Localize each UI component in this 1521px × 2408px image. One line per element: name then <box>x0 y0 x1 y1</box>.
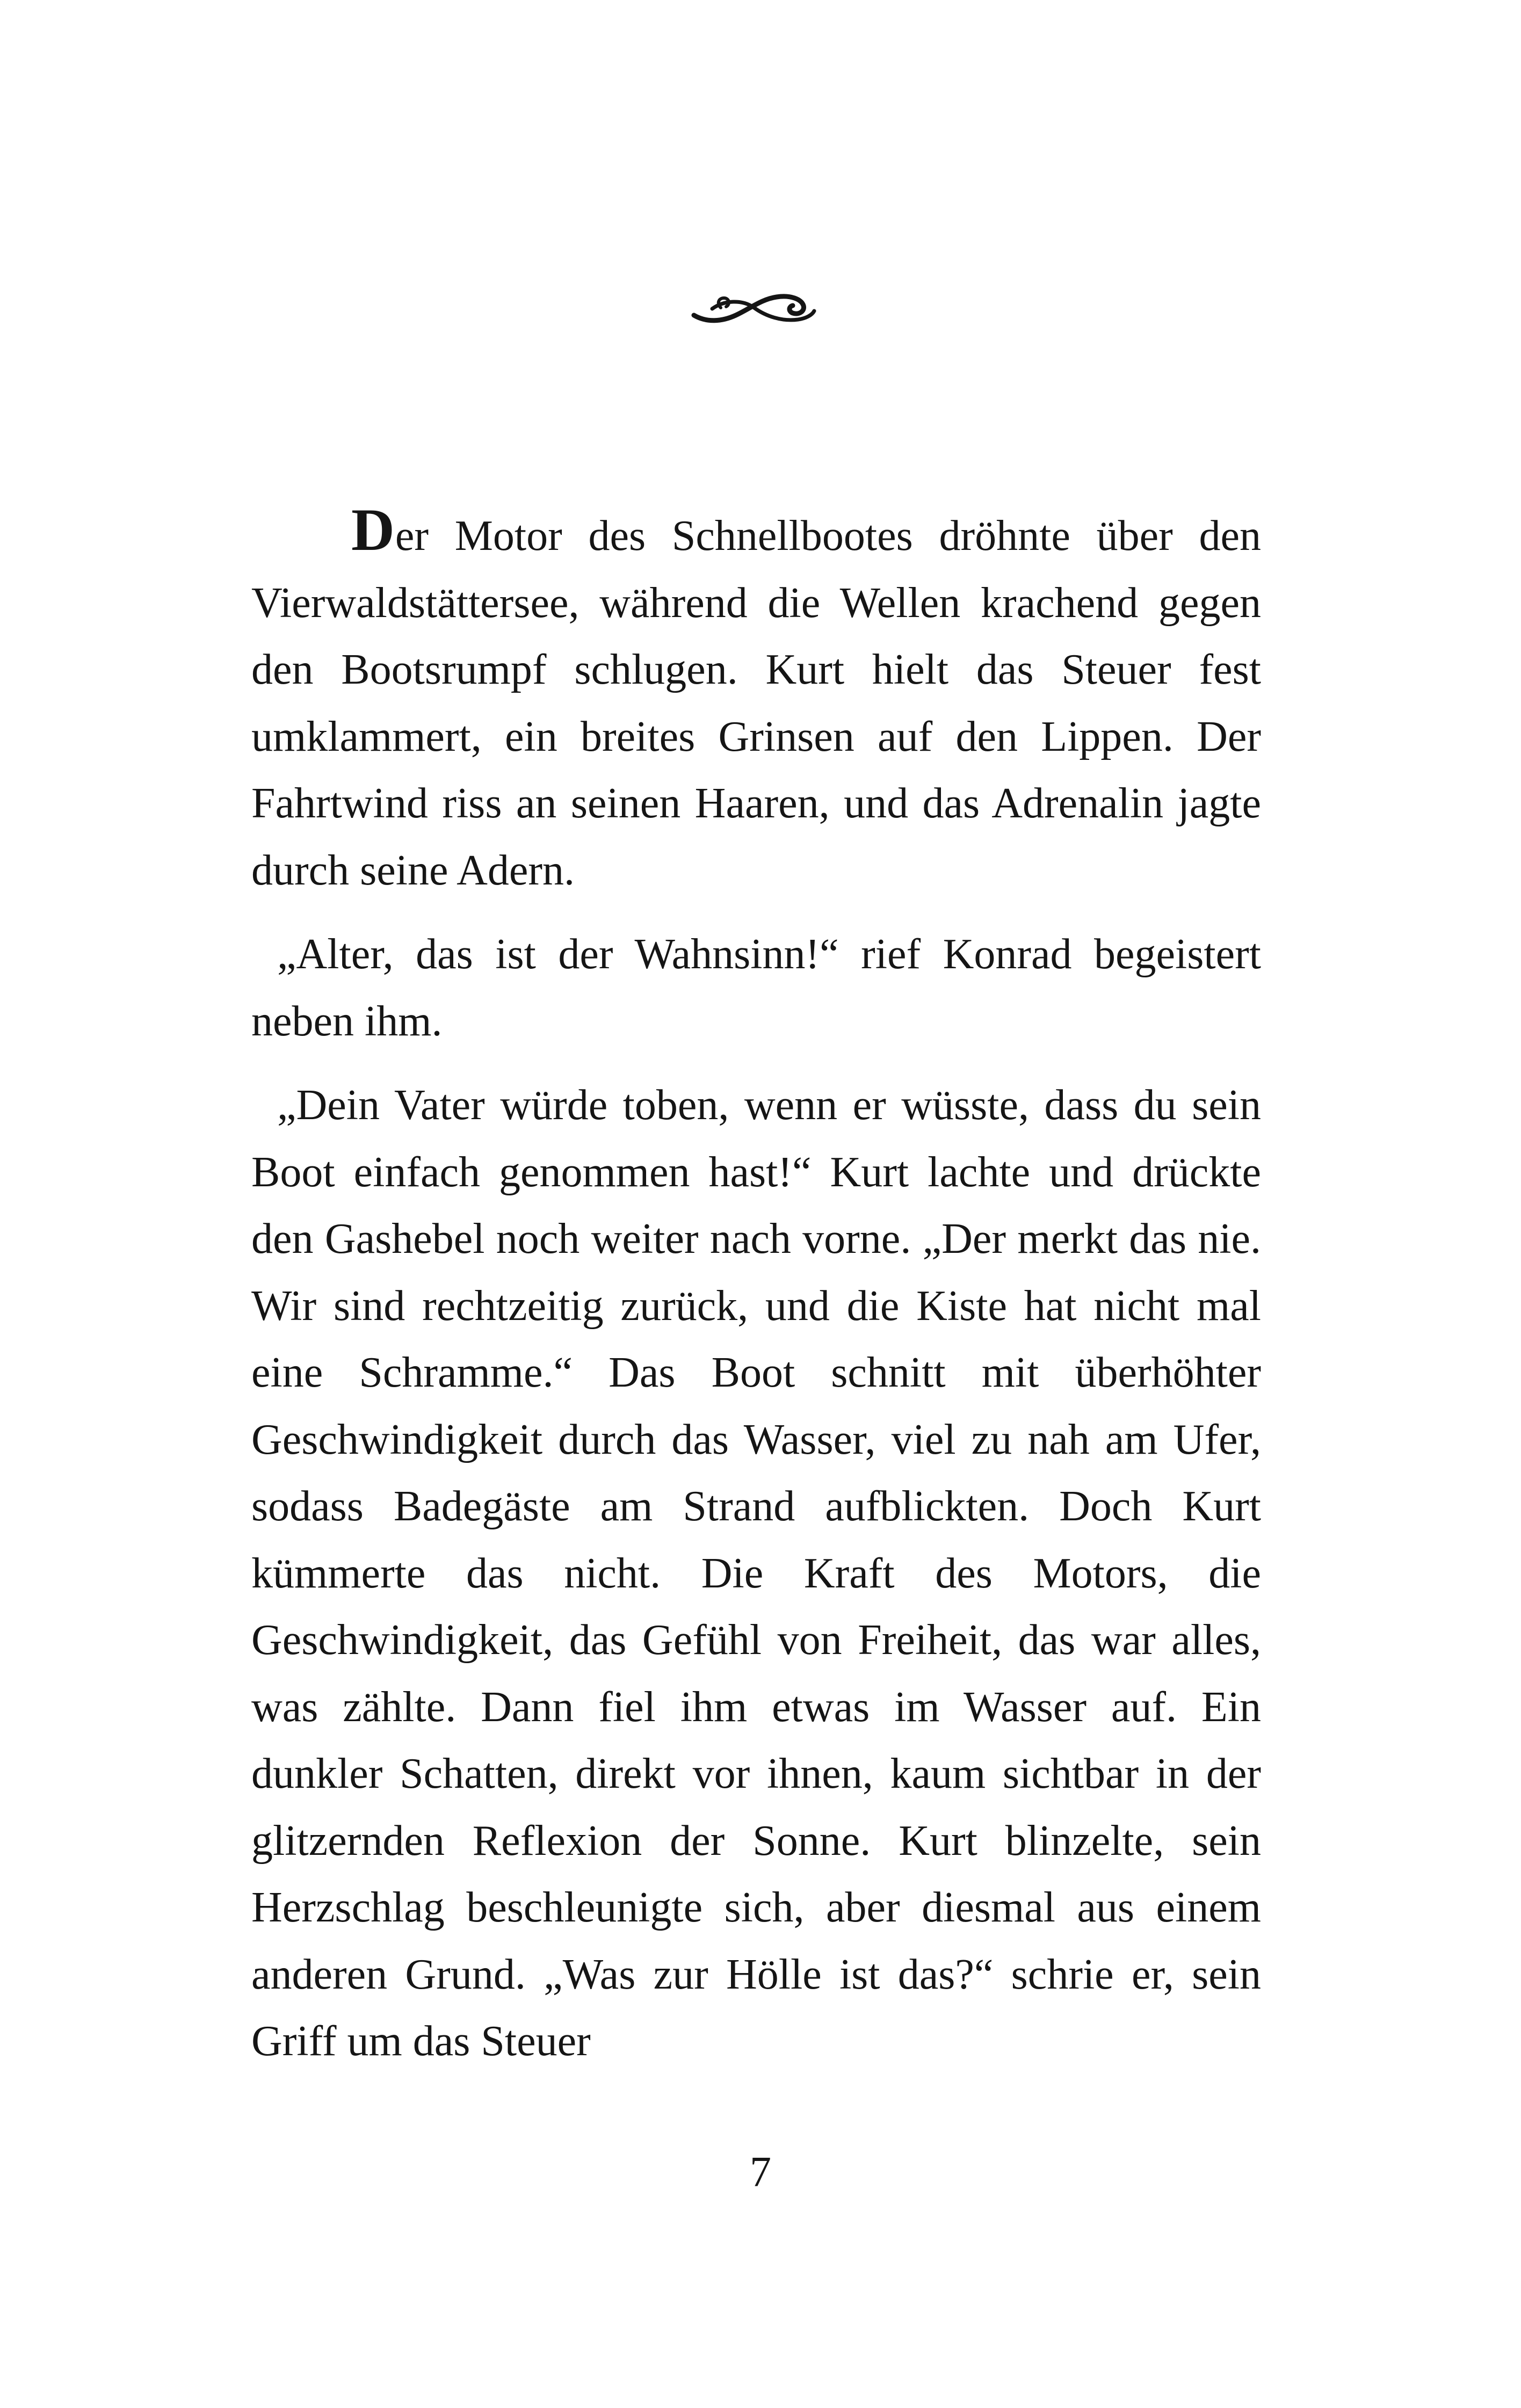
paragraph <box>251 497 1261 904</box>
flourish-icon <box>691 287 817 331</box>
drop-cap: D <box>351 497 395 563</box>
paragraph: „Alter, das ist der Wahnsinn!“ rief Konrad begeistert neben ihm. <box>251 931 1261 1045</box>
paragraph-text: er Motor des Schnellbootes dröhnte über den Vierwaldstättersee, während die Wellen krachend gegen den Bootsrumpf schlugen. Kurt hielt das Steuer fest umklammert, ein breites Grinsen auf den Lippen. Der Fahrtwind riss an seinen Haaren, und das Adrenalin jagte durch seine Adern. <box>251 512 1261 894</box>
page-number: 7 <box>750 2149 771 2196</box>
chapter-text <box>251 497 1261 2075</box>
paragraph: „Dein Vater würde toben, wenn er wüsste, dass du sein Boot einfach genommen hast!“ Kurt lachte und drückte den Gashebel noch weiter nach vorne. „Der merkt das nie. Wir sind rechtzeitig zurück, und die Kiste hat nicht mal eine Schramme.“ Das Boot schnitt mit überhöhter Geschwindigkeit durch das Wasser, viel zu nah am Ufer, sodass Badegäste am Strand aufblickten. Doch Kurt kümmerte das nicht. Die Kraft des Motors, die Geschwindigkeit, das Gefühl von Freiheit, das war alles, was zählte. Dann fiel ihm etwas im Wasser auf. Ein dunkler Schatten, direkt vor ihnen, kaum sichtbar in der glitzernden Reflexion der Sonne. Kurt blinzelte, sein Herzschlag beschleunigte sich, aber diesmal aus einem anderen Grund. „Was zur Hölle ist das?“ schrie er, sein Griff um das Steuer <box>251 1082 1261 2065</box>
